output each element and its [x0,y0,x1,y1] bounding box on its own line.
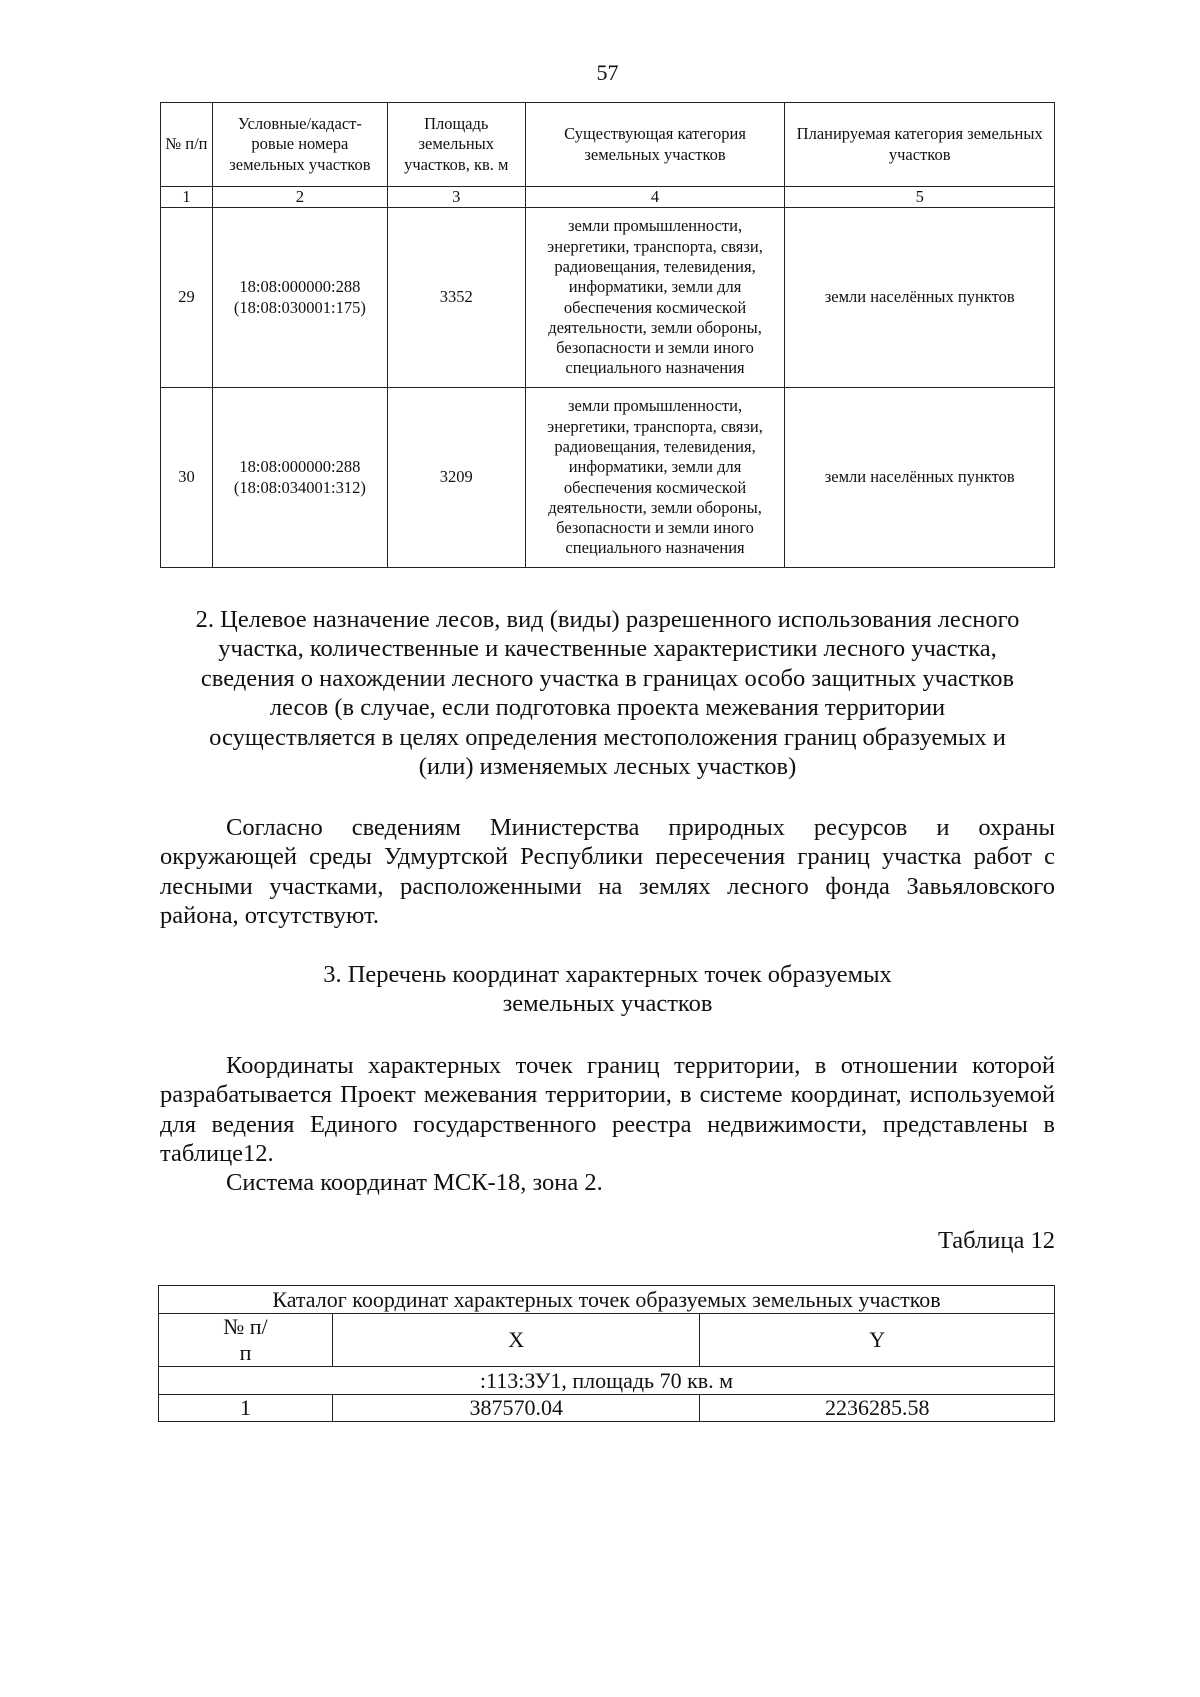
x-coordinate: 387570.04 [332,1395,700,1422]
header-y: Y [700,1314,1055,1367]
column-number: 1 [161,187,213,208]
section-3-heading-line: 3. Перечень координат характерных точек образуемых [323,961,892,988]
header-cell: Площадь земельных участков, кв. м [387,103,525,187]
column-number: 3 [387,187,525,208]
cadastral-main: 18:08:000000:288 [239,457,361,477]
parcel-group-label: :113:ЗУ1, площадь 70 кв. м [159,1367,1055,1395]
header-cell: Планируемая категория земельных участков [785,103,1055,187]
coordinate-system: Система координат МСК-18, зона 2. [226,1169,603,1196]
planned-category: земли населённых пунктов [785,388,1055,568]
column-number: 5 [785,187,1055,208]
area: 3352 [387,208,525,388]
column-number: 4 [525,187,785,208]
cadastral-conditional: (18:08:030001:175) [233,297,366,317]
planned-category: земли населённых пунктов [785,208,1055,388]
existing-category: земли промышленности, энергетики, транспорта, связи, радиовещания, телевидения, информатики, земли для обеспечения космической деятельности, земли обороны, безопасности и земли иного специального назначения [525,208,785,388]
page-number: 57 [596,60,619,85]
table-row [159,1395,1055,1422]
table-label: Таблица 12 [937,1227,1055,1254]
cadastral-conditional: (18:08:034001:312) [233,477,366,497]
cadastral-main: 18:08:000000:288 [239,277,361,297]
section-2-heading: 2. Целевое назначение лесов, вид (виды) разрешенного использования лесного участка, количественные и качественные характеристики лесного участка, сведения о нахождении лесного участка в границах особо защитных участков лесов (в случае, если подготовка проекта межевания территории осуществляется в целях определения местоположения границ образуемых и (или) изменяемых лесных участков) [195,606,1020,781]
header-cell: Существующая категория земельных участков [525,103,785,187]
table-row [161,388,1055,568]
header-x: X [332,1314,700,1367]
land-category-table [160,102,1055,568]
header-cell: № п/п [161,103,213,187]
existing-category: земли промышленности, энергетики, транспорта, связи, радиовещания, телевидения, информатики, земли для обеспечения космической деятельности, земли обороны, безопасности и земли иного специального назначения [525,388,785,568]
point-number: 1 [159,1395,333,1422]
section-2-text: Согласно сведениям Министерства природных ресурсов и охраны окружающей среды Удмуртской Республики пересечения границ участка работ с лесными участками, расположенными на землях лесного фонда Завьяловского района, отсутствуют. [160,814,1055,930]
header-number: № п/п [159,1314,333,1367]
cadastral-number [212,388,387,568]
section-3-heading-line: земельных участков [502,990,713,1018]
table-header-row [161,103,1055,187]
y-coordinate: 2236285.58 [700,1395,1055,1422]
table-row [161,208,1055,388]
cadastral-number [212,208,387,388]
header-cell: Условные/кадаст-ровые номера земельных участков [212,103,387,187]
coordinate-catalog-table [158,1285,1055,1422]
column-number-row [161,187,1055,208]
section-3-text: Координаты характерных точек границ территории, в отношении которой разрабатывается Проект межевания территории, в системе координат, используемой для ведения Единого государственного реестра недвижимости, представлены в таблице12. [160,1052,1055,1168]
table-title: Каталог координат характерных точек образуемых земельных участков [159,1286,1055,1314]
column-number: 2 [212,187,387,208]
row-number: 30 [161,388,213,568]
section-3-heading [160,960,1055,1019]
row-number: 29 [161,208,213,388]
area: 3209 [387,388,525,568]
